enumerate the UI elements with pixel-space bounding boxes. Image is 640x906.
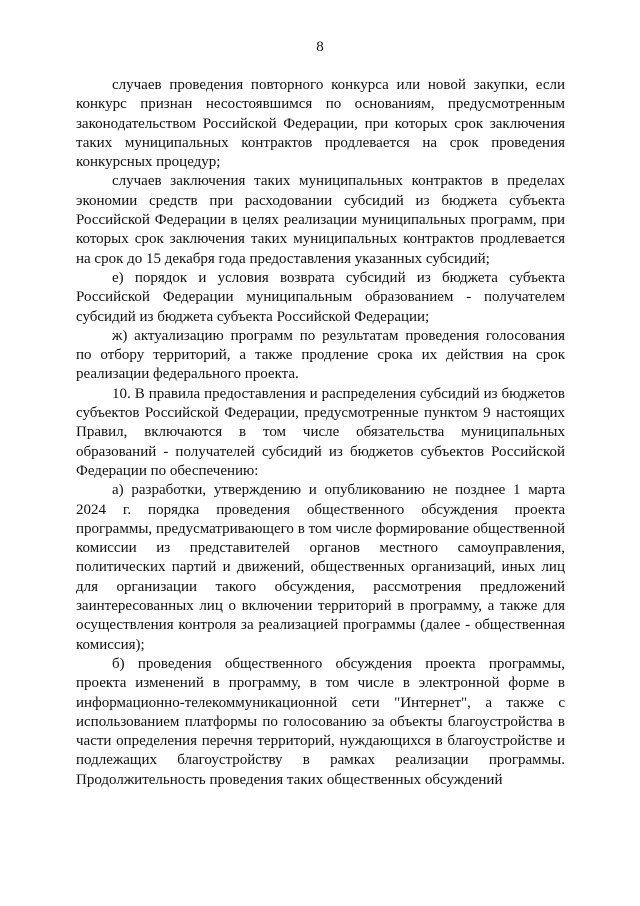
paragraph-point-10: 10. В правила предоставления и распределения субсидий из бюджетов субъектов Российской Федерации, предусмотренные пунктом 9 настоящих Правил, включаются в том числе обязательства муниципальных образований - получателей субсидий из бюджетов субъектов Российской Федерации по обеспечению: [76,385,565,479]
paragraph-savings: случаев заключения таких муниципальных контрактов в пределах экономии средств при расходовании субсидий из бюджета субъекта Российской Федерации в целях реализации муниципальных программ, при которых срок заключения таких муниципальных контрактов продлевается на срок до 15 декабря года предоставления указанных субсидий; [76,173,565,267]
paragraph-item-b: б) проведения общественного обсуждения проекта программы, проекта изменений в программу, в том числе в электронной форме в информационно-телекоммуникационной сети "Интернет", а также с использованием платформы по голосованию за объекты благоустройства в части определения перечня территорий, нуждающихся в благоустройстве и подлежащих благоустройству в рамках реализации программы. Продолжительность проведения таких общественных обсуждений [76,655,565,788]
paragraph-item-zh: ж) актуализацию программ по результатам проведения голосования по отбору территорий, а также продление срока их действия на срок реализации федерального проекта. [76,327,565,383]
paragraph-repeat-tender: случаев проведения повторного конкурса или новой закупки, если конкурс признан несостоявшимся по основаниям, предусмотренным законодательством Российской Федерации, при которых срок заключения таких муниципальных контрактов продлевается на срок проведения конкурсных процедур; [76,77,565,171]
page-number: 8 [316,39,324,55]
paragraph-item-e: е) порядок и условия возврата субсидий из бюджета субъекта Российской Федерации муниципальным образованием - получателем субсидий из бюджета субъекта Российской Федерации; [76,269,565,325]
paragraph-item-a: а) разработки, утверждению и опубликованию не позднее 1 марта 2024 г. порядка проведения общественного обсуждения проекта программы, предусматривающего в том числе формирование общественной комиссии из представителей органов местного самоуправления, политических партий и движений, общественных организаций, иных лиц для организации такого обсуждения, рассмотрения предложений заинтересованных лиц о включении территорий в программу, а также для осуществления контроля за реализацией программы (далее - общественная комиссия); [76,482,565,653]
document-body [76,76,565,790]
